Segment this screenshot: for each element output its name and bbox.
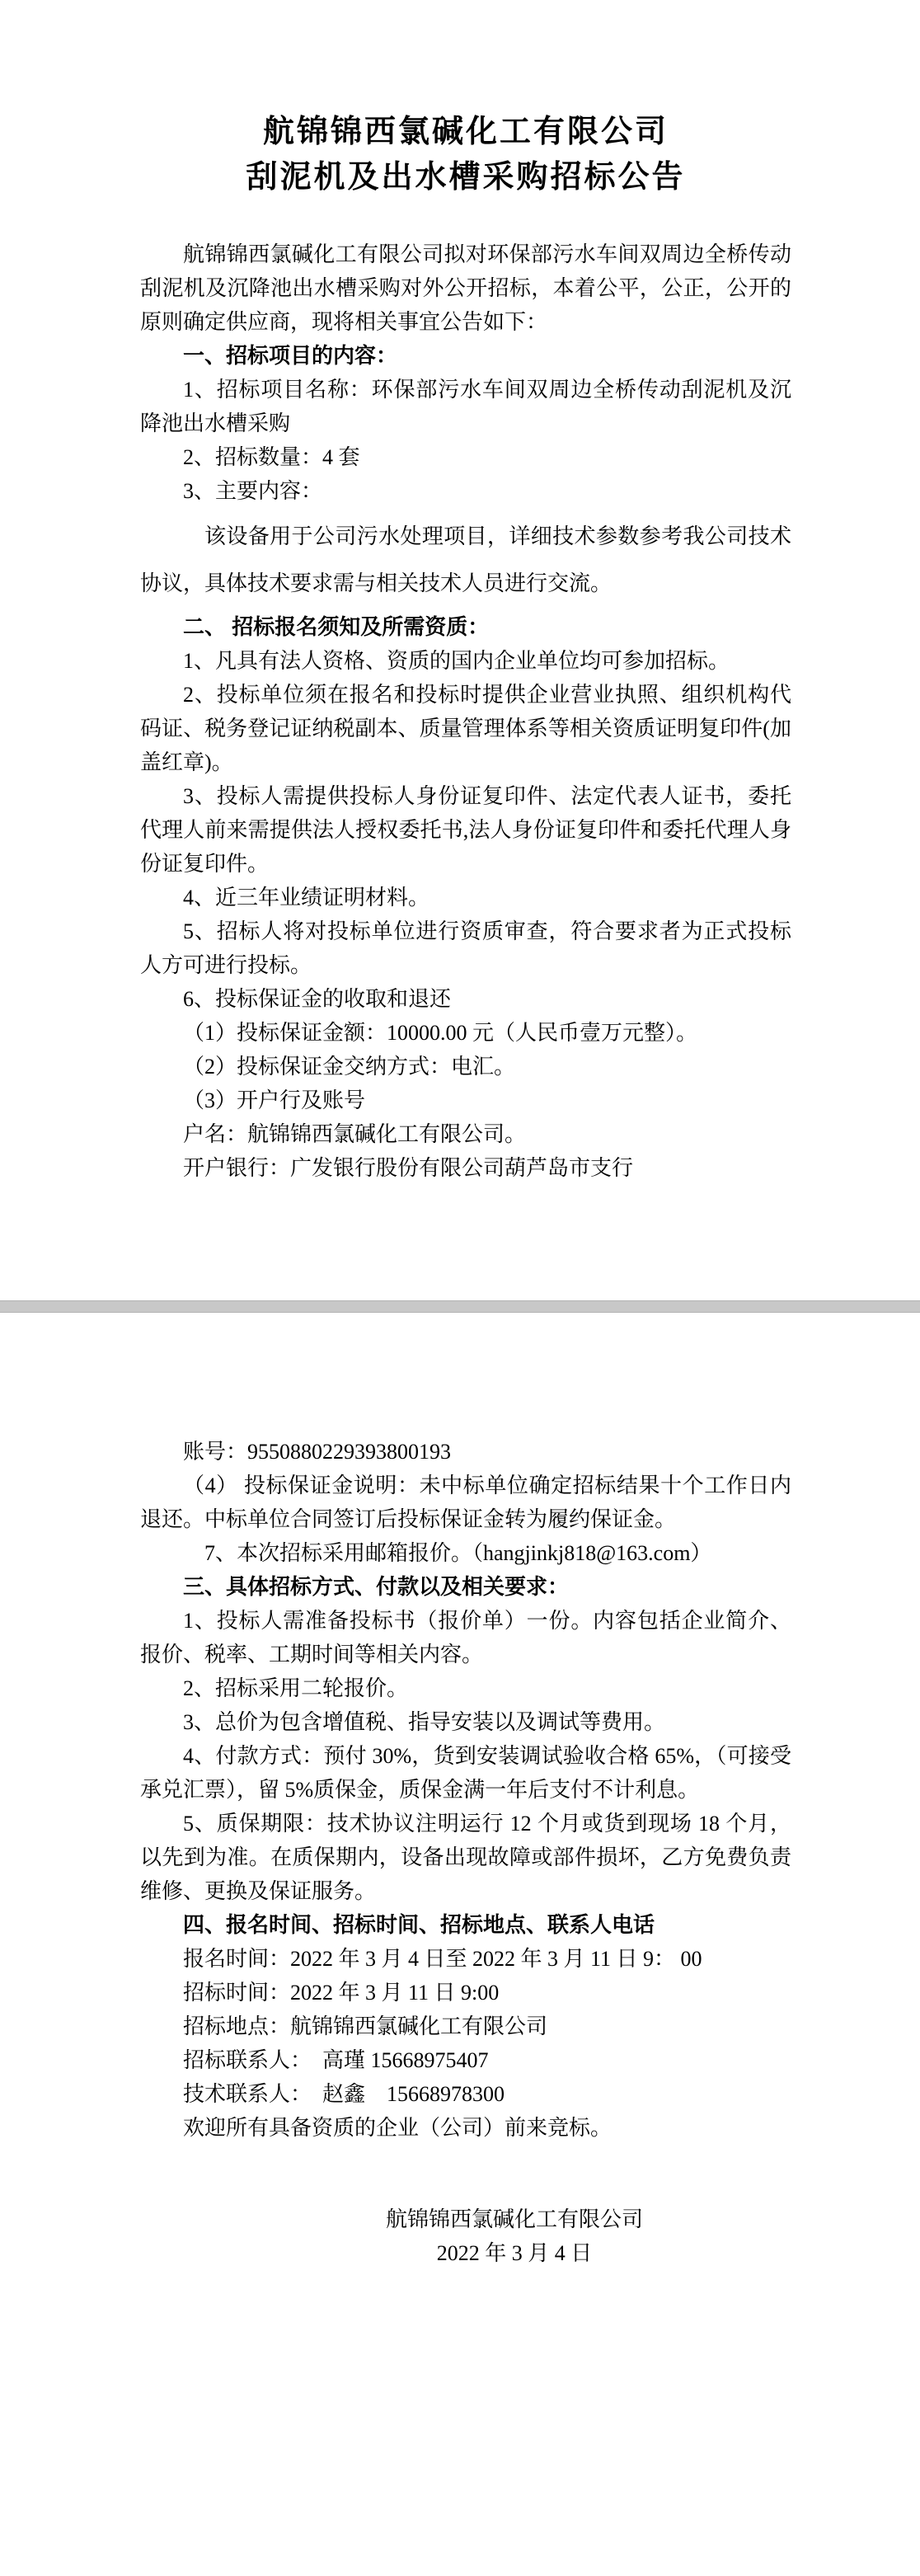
document-title-line-1: 航锦锦西氯碱化工有限公司 bbox=[262, 115, 669, 149]
paragraph: （3）开户行及账号 bbox=[183, 1088, 366, 1112]
paragraph: 5、招标人将对投标单位进行资质审查，符合要求者为正式投标人方可进行投标。 bbox=[140, 919, 791, 977]
section-heading: 三、具体招标方式、付款以及相关要求： bbox=[183, 1574, 570, 1599]
paragraph: 1、投标人需准备投标书（报价单）一份。内容包括企业简介、报价、税率、工期时间等相关内容。 bbox=[140, 1609, 791, 1666]
paragraph: 3、总价为包含增值税、指导安装以及调试等费用。 bbox=[183, 1710, 666, 1734]
paragraph: 招标联系人： 高瑾 15668975407 bbox=[183, 2048, 489, 2072]
paragraph: 该设备用于公司污水处理项目，详细技术参数参考我公司技术协议，具体技术要求需与相关技术人员进行交流。 bbox=[140, 524, 791, 595]
paragraph: 航锦锦西氯碱化工有限公司拟对环保部污水车间双周边全桥传动刮泥机及沉降池出水槽采购对外公开招标，本着公平，公正，公开的原则确定供应商，现将相关事宜公告如下： bbox=[140, 242, 791, 334]
signature-date: 2022 年 3 月 4 日 bbox=[436, 2241, 593, 2265]
paragraph: 5、质保期限：技术协议注明运行 12 个月或货到现场 18 个月，以先到为准。在质保期内，设备出现故障或部件损坏，乙方免费负责维修、更换及保证服务。 bbox=[140, 1812, 791, 1903]
signature-company: 航锦锦西氯碱化工有限公司 bbox=[385, 2207, 643, 2231]
paragraph: （4） 投标保证金说明：未中标单位确定招标结果十个工作日内退还。中标单位合同签订后投标保证金转为履约保证金。 bbox=[140, 1474, 791, 1531]
document-page-2 bbox=[0, 1313, 920, 2576]
paragraph: 招标时间：2022 年 3 月 11 日 9:00 bbox=[183, 1981, 500, 2005]
paragraph: 4、近三年业绩证明材料。 bbox=[183, 886, 430, 910]
paragraph: 2、招标数量：4 套 bbox=[183, 445, 360, 469]
signature-block bbox=[140, 2202, 791, 2270]
paragraph: 欢迎所有具备资质的企业（公司）前来竞标。 bbox=[183, 2116, 613, 2140]
section-heading: 一、招标项目的内容： bbox=[183, 343, 398, 368]
paragraph: 2、招标采用二轮报价。 bbox=[183, 1676, 409, 1700]
paragraph: 7、本次招标采用邮箱报价。（hangjinkj818@163.com） bbox=[204, 1541, 712, 1565]
page1-body bbox=[140, 237, 791, 1185]
paragraph: 3、主要内容： bbox=[183, 479, 323, 503]
section-heading: 四、报名时间、招标时间、招标地点、联系人电话 bbox=[183, 1912, 655, 1937]
document-title bbox=[140, 110, 791, 200]
paragraph: 3、投标人需提供投标人身份证复印件、法定代表人证书，委托代理人前来需提供法人授权委托书,法人身份证复印件和委托代理人身份证复印件。 bbox=[140, 784, 791, 876]
paragraph: 1、凡具有法人资格、资质的国内企业单位均可参加招标。 bbox=[183, 649, 730, 673]
paragraph: 开户银行：广发银行股份有限公司葫芦岛市支行 bbox=[183, 1156, 634, 1180]
paragraph: 2、投标单位须在报名和投标时提供企业营业执照、组织机构代码证、税务登记证纳税副本、质量管理体系等相关资质证明复印件(加盖红章)。 bbox=[140, 683, 791, 774]
paragraph: 4、付款方式：预付 30%，货到安装调试验收合格 65%，（可接受承兑汇票），留 5%质保金，质保金满一年后支付不计利息。 bbox=[140, 1744, 791, 1802]
paragraph: 1、招标项目名称：环保部污水车间双周边全桥传动刮泥机及沉降池出水槽采购 bbox=[140, 378, 791, 435]
paragraph: 6、投标保证金的收取和退还 bbox=[183, 987, 452, 1011]
paragraph: 技术联系人： 赵鑫 15668978300 bbox=[183, 2082, 505, 2106]
section-heading: 二、 招标报名须知及所需资质： bbox=[183, 614, 490, 639]
paragraph: 招标地点：航锦锦西氯碱化工有限公司 bbox=[183, 2014, 548, 2038]
paragraph: （1）投标保证金额：10000.00 元（人民币壹万元整）。 bbox=[183, 1021, 698, 1045]
paragraph: 账号：9550880229393800193 bbox=[183, 1440, 452, 1464]
document-title-line-2: 刮泥机及出水槽采购招标公告 bbox=[246, 160, 686, 195]
paragraph: 报名时间：2022 年 3 月 4 日至 2022 年 3 月 11 日 9： 00 bbox=[183, 1947, 702, 1971]
paragraph: 户名：航锦锦西氯碱化工有限公司。 bbox=[183, 1122, 527, 1146]
page2-body bbox=[140, 1435, 791, 2145]
page-separator bbox=[0, 1300, 920, 1313]
paragraph: （2）投标保证金交纳方式：电汇。 bbox=[183, 1055, 516, 1079]
